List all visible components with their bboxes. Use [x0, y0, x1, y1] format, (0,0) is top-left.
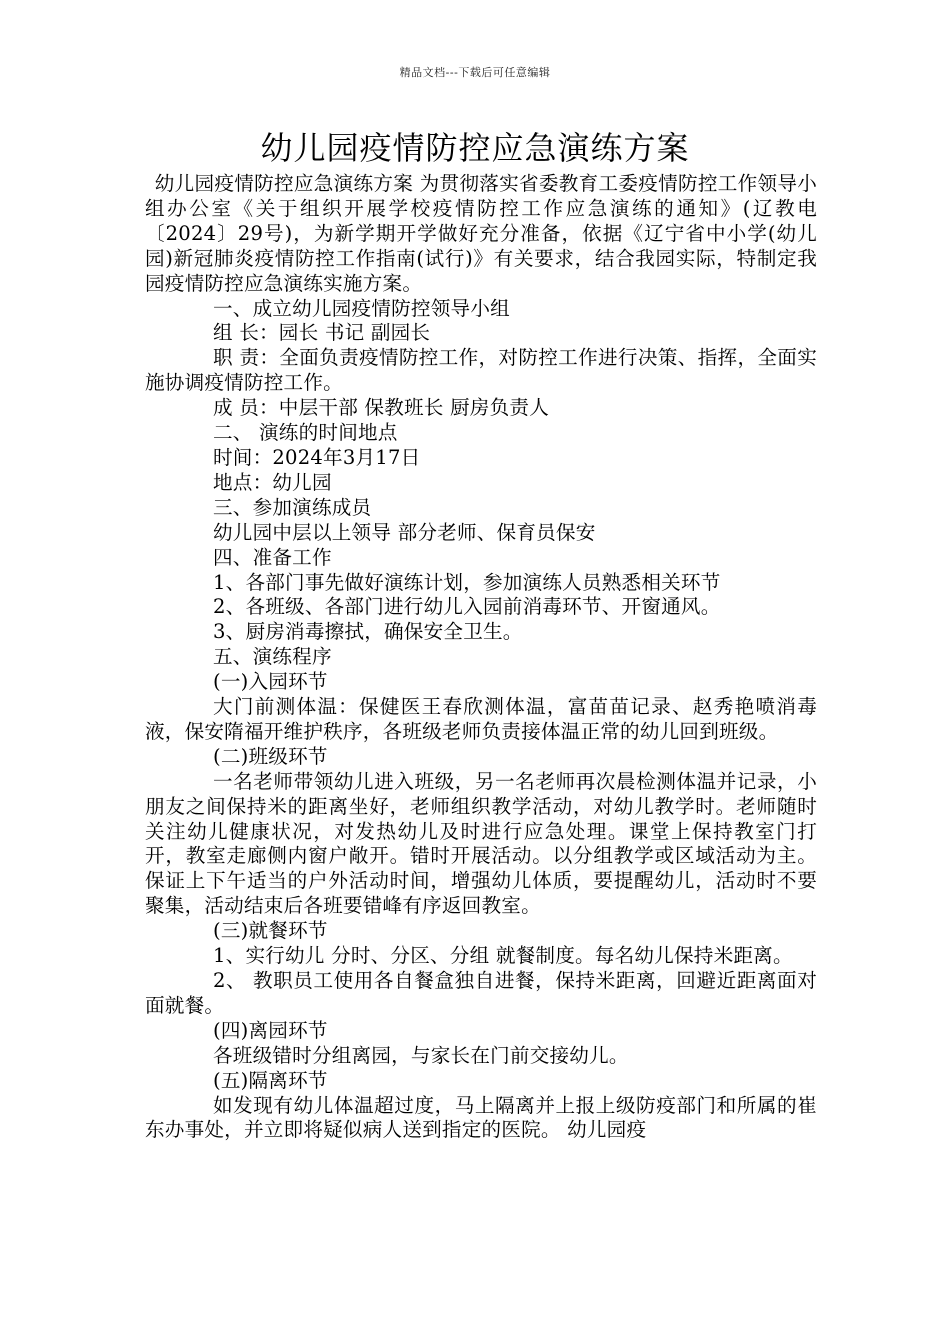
paragraph: 如发现有幼儿体温超过度，马上隔离并上报上级防疫部门和所属的崔东办事处，并立即将疑似病人送到指定的医院。 幼儿园疫 — [145, 1093, 817, 1142]
paragraph: 2、 教职员工使用各自餐盒独自进餐，保持米距离，回避近距离面对面就餐。 — [145, 969, 817, 1017]
document-body — [145, 172, 817, 1232]
paragraph: 成 员：中层干部 保教班长 厨房负责人 — [213, 396, 549, 420]
paragraph: 职 责：全面负责疫情防控工作，对防控工作进行决策、指挥，全面实施协调疫情防控工作。 — [145, 346, 817, 395]
paragraph: 组 长：园长 书记 副园长 — [213, 321, 431, 345]
paragraph: (二)班级环节 — [213, 744, 328, 768]
page-header: 精品文档---下载后可任意编辑 — [399, 66, 551, 79]
paragraph: 时间：2024年3月17日 — [213, 445, 421, 469]
paragraph: 2、各班级、各部门进行幼儿入园前消毒环节、开窗通风。 — [213, 595, 721, 619]
paragraph: 二、 演练的时间地点 — [213, 421, 398, 445]
paragraph: (五)隔离环节 — [213, 1068, 328, 1092]
paragraph: 一名老师带领幼儿进入班级，另一名老师再次晨检测体温并记录，小朋友之间保持米的距离坐好，老师组织教学活动，对幼儿教学时。老师随时关注幼儿健康状况，对发热幼儿及时进行应急处理。课堂上保持教室门打开，教室走廊侧内窗户敞开。错时开展活动。以分组教学或区域活动为主。保证上下午适当的户外活动时间，增强幼儿体质，要提醒幼儿，活动时不要聚集，活动结束后各班要错峰有序返回教室。 — [145, 769, 817, 918]
paragraph: 幼儿园疫情防控应急演练方案 为贯彻落实省委教育工委疫情防控工作领导小组办公室《关于组织开展学校疫情防控工作应急演练的通知》(辽教电〔2024〕29号)，为新学期开学做好充分准备，依据《辽宁省中小学(幼儿园)新冠肺炎疫情防控工作指南(试行)》有关要求，结合我园实际，特制定我园疫情防控应急演练实施方案。 — [145, 172, 817, 295]
paragraph: 四、准备工作 — [213, 545, 332, 569]
paragraph: (三)就餐环节 — [213, 919, 328, 943]
paragraph: 1、实行幼儿 分时、分区、分组 就餐制度。每名幼儿保持米距离。 — [213, 944, 793, 968]
paragraph: 幼儿园中层以上领导 部分老师、保育员保安 — [213, 520, 596, 544]
paragraph: 三、参加演练成员 — [213, 495, 372, 519]
paragraph: (一)入园环节 — [213, 670, 328, 694]
paragraph: 一、成立幼儿园疫情防控领导小组 — [213, 296, 510, 320]
paragraph: 地点：幼儿园 — [213, 470, 332, 494]
paragraph: 3、厨房消毒擦拭，确保安全卫生。 — [213, 620, 523, 644]
paragraph: (四)离园环节 — [213, 1018, 328, 1042]
document-title: 幼儿园疫情防控应急演练方案 — [260, 129, 690, 167]
paragraph: 五、演练程序 — [213, 645, 332, 669]
paragraph: 大门前测体温：保健医王春欣测体温，富苗苗记录、赵秀艳喷消毒液，保安隋福开维护秩序，各班级老师负责接体温正常的幼儿回到班级。 — [145, 695, 817, 743]
paragraph: 各班级错时分组离园，与家长在门前交接幼儿。 — [213, 1043, 629, 1067]
paragraph: 1、各部门事先做好演练计划，参加演练人员熟悉相关环节 — [213, 570, 721, 594]
